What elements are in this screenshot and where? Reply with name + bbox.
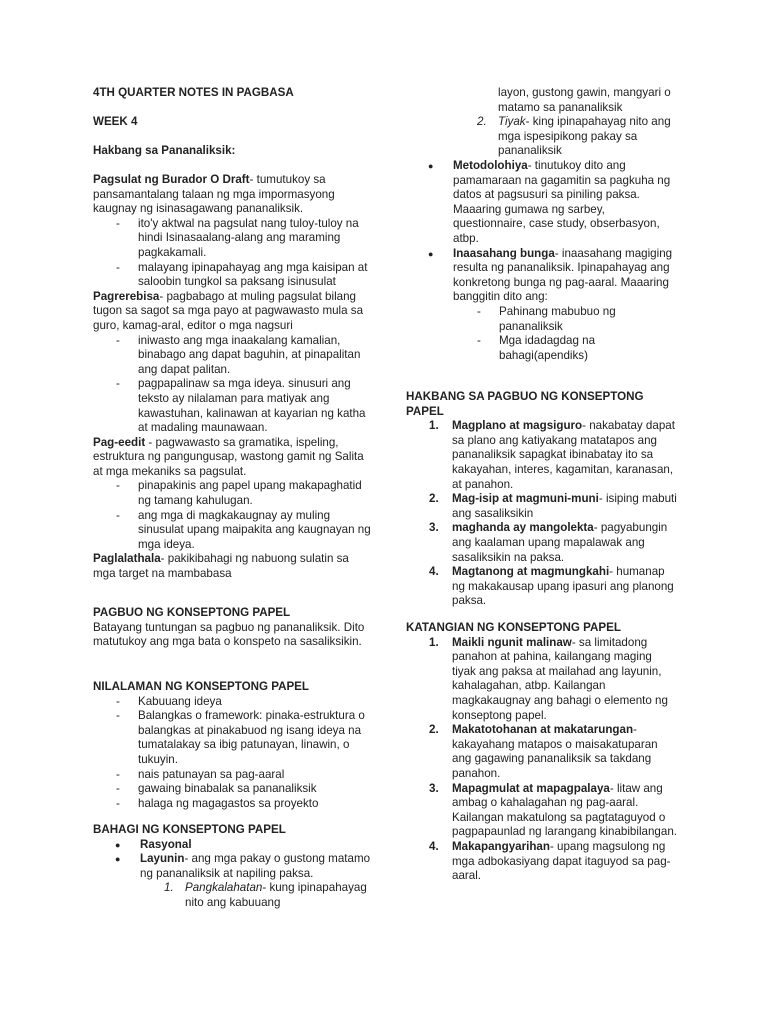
item-term: Mag-isip at magmuni-muni <box>452 492 599 506</box>
sublist-item-tiyak <box>406 115 678 159</box>
pagrerebisa-term: Pagrerebisa <box>93 289 160 303</box>
tiyak-definition: - king ipinapahayag nito ang mga ispesipikong pakay sa pananaliksik <box>498 115 671 158</box>
list-item-layunin <box>93 852 373 881</box>
layunin-sublist <box>93 881 373 910</box>
item-number: 3. <box>429 521 439 535</box>
katangian-list <box>406 636 678 884</box>
pagrerebisa-list <box>93 334 373 436</box>
item-number: 3. <box>429 781 439 795</box>
list-item-metodolohiya <box>406 159 678 247</box>
layunin-sublist-continued <box>406 115 678 159</box>
pagbuo-heading: PAGBUO NG KONSEPTONG PAPEL <box>93 606 291 619</box>
list-item: - ito'y aktwal na pagsulat nang tuloy-tuloy na hindi Isinasaalang-alang ang maraming pagkakamali. <box>93 217 373 261</box>
hakbang-pagbuo-heading: HAKBANG SA PAGBUO NG KONSEPTONG PAPEL <box>406 390 644 418</box>
bahagi-list <box>93 838 373 882</box>
hakbang-pagbuo-section <box>406 390 678 609</box>
hakbang-pagbuo-list <box>406 419 678 609</box>
nilalaman-heading: NILALAMAN NG KONSEPTONG PAPEL <box>93 680 309 693</box>
hakbang-heading: Hakbang sa Pananaliksik: <box>93 144 236 157</box>
numbered-item <box>406 782 678 840</box>
pagsulat-term: Pagsulat ng Burador O Draft <box>93 173 250 186</box>
numbered-item <box>406 565 678 609</box>
list-item: - malayang ipinapahayag ang mga kaisipan at saloobin tungkol sa paksang isinusulat <box>93 261 373 290</box>
numbered-item <box>406 492 678 521</box>
item-number: 1. <box>429 419 439 433</box>
inaasahang-sublist <box>406 305 678 363</box>
list-item: - halaga ng magagastos sa proyekto <box>93 797 373 812</box>
pageedit-list <box>93 479 373 552</box>
paglalathala-definition: - pakikibahagi ng nabuong sulatin sa mga target na mambabasa <box>93 552 349 581</box>
item-definition: - kakayahang matapos o maisakatuparan ang gagawing pananaliksik sa takdang panahon. <box>452 723 658 780</box>
paglalathala-term: Paglalathala <box>93 552 161 566</box>
list-item-inaasahang-bunga <box>406 247 678 305</box>
item-number: 2. <box>429 723 439 737</box>
inaasahang-definition: - inaasahang magiging resulta ng pananaliksik. Ipinapahayag ang konkretong bunga ng pag-aaral. Maaaring banggitin dito ang: <box>453 246 673 304</box>
item-term: Magtanong at magmungkahi <box>452 565 610 579</box>
item-definition: - sa limitadong panahon at pahina, kailangang maging tiyak ang paksa at mailahad ang layunin, kahalagahan, atbp. Kailangan magkakaugnay ang bahagi o elemento ng konseptong papel. <box>452 635 668 722</box>
item-definition: - pagyabungin ang kaalaman upang mapalawak ang sasaliksikin na paksa. <box>452 521 668 564</box>
item-term: Makatotohanan at makatarungan <box>452 723 634 737</box>
item-definition: - humanap ng makakausap upang ipasuri ang planong paksa. <box>452 565 674 608</box>
item-number: 4. <box>429 839 439 853</box>
pagbuo-section <box>93 606 373 650</box>
item-term: Mapagmulat at mapagpalaya <box>452 781 610 795</box>
item-term: maghanda ay mangolekta <box>452 521 594 535</box>
list-item: - Pahinang mabubuo ng pananaliksik <box>406 305 678 334</box>
week-label: WEEK 4 <box>93 115 138 128</box>
item-term: Maikli ngunit malinaw <box>452 635 572 649</box>
inaasahang-term: Inaasahang bunga <box>453 246 555 260</box>
pagsulat-section <box>93 173 373 582</box>
pangkalahatan-continuation: layon, gustong gawin, mangyari o matamo sa pananaliksik <box>498 86 671 114</box>
item-number: 1. <box>429 635 439 649</box>
document-title: 4TH QUARTER NOTES IN PAGBASA <box>93 86 294 99</box>
list-item-rasyonal: ● Rasyonal <box>93 838 373 853</box>
numbered-item <box>406 419 678 492</box>
pageedit-paragraph <box>93 436 373 480</box>
list-item: - Kabuuang ideya <box>93 695 373 710</box>
nilalaman-section <box>93 680 373 811</box>
pageedit-definition: - pagwawasto sa gramatika, ispeling, estruktura ng pangungusap, wastong gamit ng Salita at mga mekaniks sa pagsulat. <box>93 435 364 478</box>
item-definition: - isiping mabuti ang sasaliksikin <box>452 492 677 520</box>
item-term: Magplano at magsiguro <box>452 419 583 433</box>
numbered-item <box>406 723 678 781</box>
list-item: - Mga idadagdag na bahagi(apendiks) <box>406 334 678 363</box>
pagrerebisa-definition: - pagbabago at muling pagsulat bilang tugon sa sagot sa mga payo at pagwawasto mula sa guro, kamag-aral, editor o mga nagsuri <box>93 289 364 332</box>
item-definition: - upang magsulong ng mga adbokasiyang dapat itaguyod sa pag-aaral. <box>452 839 671 883</box>
katangian-section <box>406 621 678 884</box>
item-definition: - nakabatay dapat sa plano ang katiyakang matatapos ang pananaliksik sapagkat ibinabatay ito sa kakayahan, interes, kagamitan, karanasan, at panahon. <box>452 419 675 491</box>
item-definition: - litaw ang ambag o kahalagahan ng pag-aaral. Kailangan makatulong sa pagtataguyod o pagpapaunlad ng larangang kinabibilangan. <box>452 781 677 839</box>
item-number: 4. <box>429 565 439 579</box>
sublist-number: 2. <box>477 115 487 129</box>
pangkalahatan-definition: - kung ipinapahayag nito ang kabuuang <box>185 881 367 909</box>
layunin-term: Layunin <box>140 852 185 866</box>
list-item: - gawaing binabalak sa pananaliksik <box>93 782 373 797</box>
sublist-item-pangkalahatan <box>93 881 373 910</box>
katangian-heading: KATANGIAN NG KONSEPTONG PAPEL <box>406 621 621 634</box>
right-top-section <box>406 86 678 363</box>
metodolohiya-definition: - tinutukoy dito ang pamamaraan na gagamitin sa pagkuha ng datos at pagsusuri sa piniling paksa. Maaaring gumawa ng sarbey, questionnaire, case study, obserbasyon, atbp. <box>453 158 671 245</box>
layunin-definition: - ang mga pakay o gustong matamo ng pananaliksik at napiling paksa. <box>140 852 371 880</box>
pangkalahatan-term: Pangkalahatan <box>185 881 263 895</box>
pagrerebisa-paragraph <box>93 290 373 334</box>
numbered-item <box>406 521 678 565</box>
bahagi-list-continued <box>406 159 678 305</box>
paglalathala-paragraph <box>93 552 373 581</box>
pageedit-term: Pag-eedit <box>93 435 146 449</box>
list-item: - pinapakinis ang papel upang makapaghatid ng tamang kahulugan. <box>93 479 373 508</box>
list-item: - nais patunayan sa pag-aaral <box>93 768 373 783</box>
sublist-number: 1. <box>164 881 174 895</box>
list-item: - iniwasto ang mga inaakalang kamalian, binabago ang dapat baguhin, at pinapalitan ang dapat palitan. <box>93 334 373 378</box>
nilalaman-list <box>93 695 373 812</box>
pagsulat-paragraph <box>93 173 373 217</box>
numbered-item <box>406 636 678 724</box>
pagsulat-list <box>93 217 373 290</box>
list-item: - Balangkas o framework: pinaka-estruktura o balangkas at pinakabuod ng isang ideya na tumatalakay sa ibig patunayan, linawin, o tukuyin. <box>93 709 373 767</box>
numbered-item <box>406 840 678 884</box>
pagbuo-text: Batayang tuntungan sa pagbuo ng pananaliksik. Dito matutukoy ang mga bata o konspeto na sasaliksikin. <box>93 620 365 649</box>
pagsulat-definition: - tumutukoy sa pansamantalang talaan ng mga impormasyong kaugnay ng isinasagawang pananaliksik. <box>93 173 335 216</box>
list-item: - ang mga di magkakaugnay ay muling sinusulat upang maipakita ang kaugnayan ng mga ideya. <box>93 509 373 553</box>
list-item: - pagpapalinaw sa mga ideya. sinusuri ang teksto ay nilalaman para matiyak ang kawastuhan, kalinawan at kayarian ng katha at madaling maunawaan. <box>93 377 373 435</box>
metodolohiya-term: Metodolohiya <box>453 158 528 172</box>
item-term: Makapangyarihan <box>452 839 550 853</box>
item-number: 2. <box>429 492 439 506</box>
bahagi-section <box>93 823 373 911</box>
tiyak-term: Tiyak <box>498 115 526 129</box>
bahagi-heading: BAHAGI NG KONSEPTONG PAPEL <box>93 823 286 836</box>
